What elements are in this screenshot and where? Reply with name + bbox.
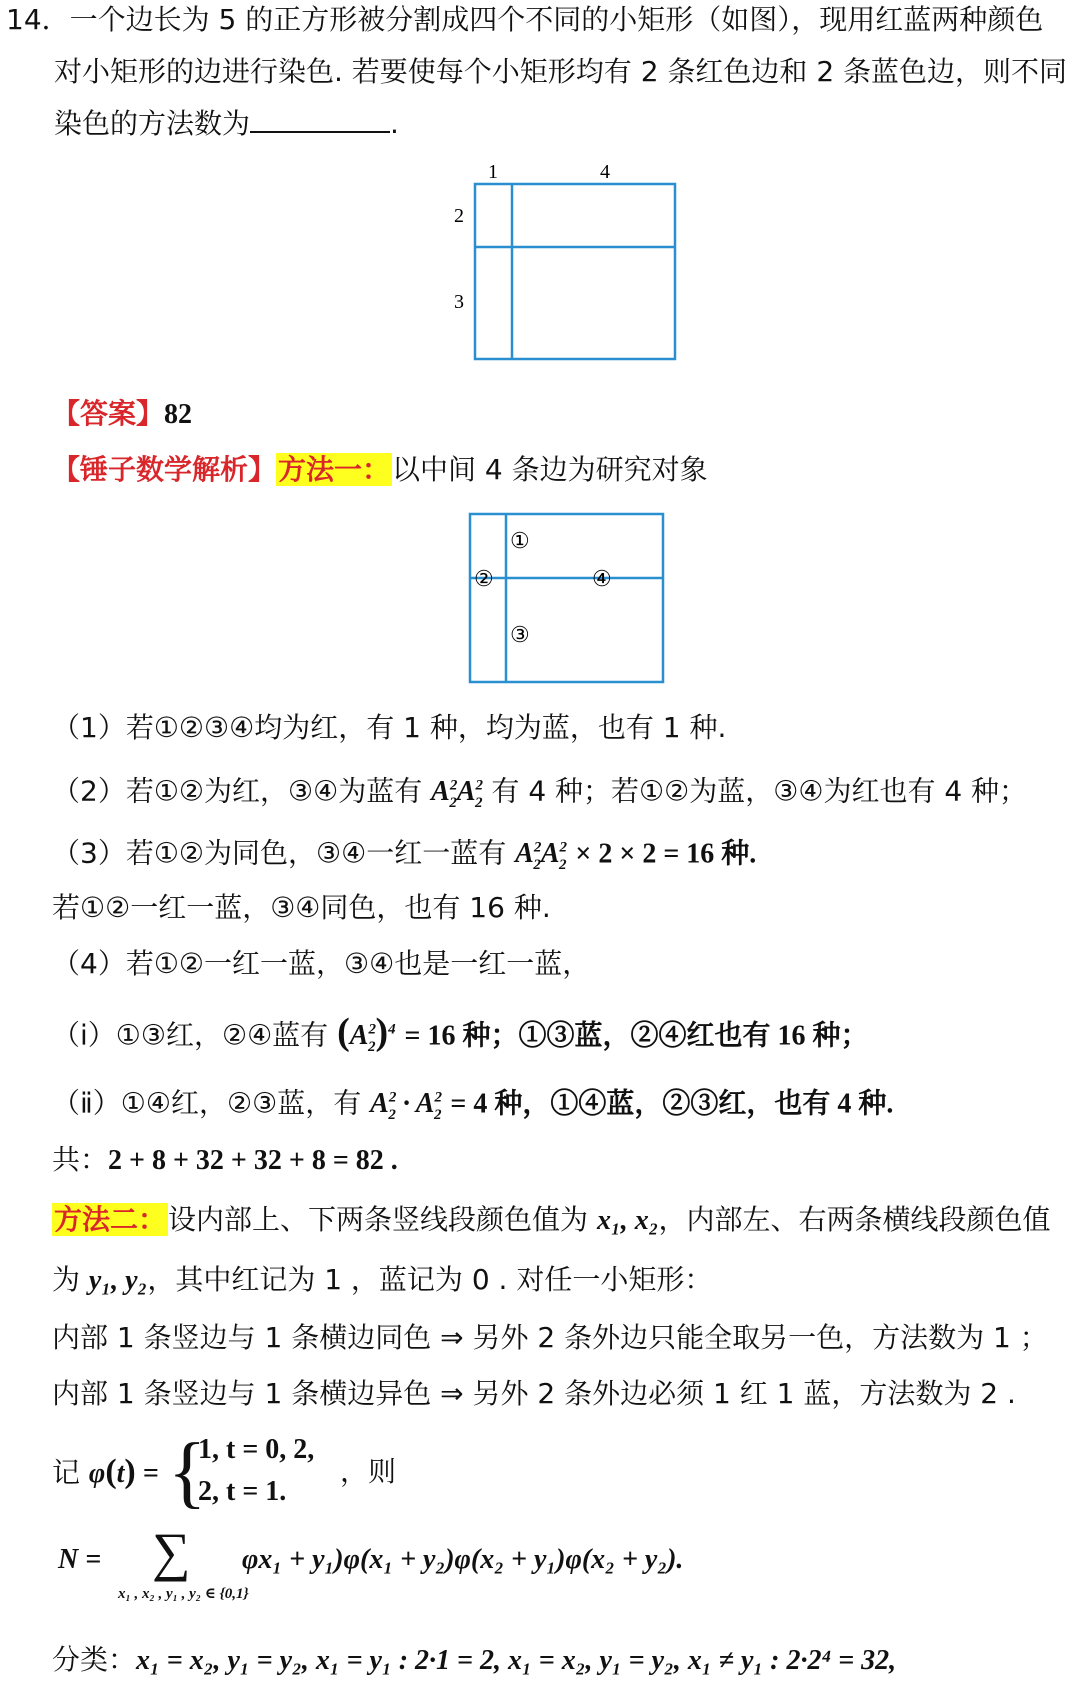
- method1-label: 方法一：: [278, 453, 391, 486]
- problem-line-3: 染色的方法数为 .: [54, 107, 399, 140]
- circle-3-label: ③: [510, 622, 530, 647]
- problem-line-1: [6, 0, 1043, 40]
- label-top-right: 4: [600, 161, 610, 183]
- classify-line: 分类：x₁ = x₂, y₁ = y₂, x₁ = y₁ : 2·1 = 2, x₁ = x₂, y₁ = y₂, x₁ ≠ y₁ : 2·2⁴ = 32,: [52, 1643, 897, 1676]
- method2-line-2: 为 y₁, y₂，其中红记为 1 ，蓝记为 0 . 对任一小矩形：: [52, 1263, 713, 1296]
- circle-1-label: ①: [510, 528, 530, 553]
- total-expression: 2 + 8 + 32 + 32 + 8 = 82 .: [108, 1145, 398, 1176]
- total-line: 共：2 + 8 + 32 + 32 + 8 = 82 .: [52, 1143, 398, 1176]
- problem-number: 14．: [6, 3, 70, 36]
- problem-line-2: 对小矩形的边进行染色. 若要使每个小矩形均有 2 条红色边和 2 条蓝色边，则不同: [54, 55, 1068, 88]
- phi-case-2: 2, t = 1.: [198, 1476, 287, 1507]
- phi-case-1: 1, t = 0, 2,: [198, 1434, 315, 1465]
- case-1: （1）若①②③④均为红，有 1 种，均为蓝，也有 1 种.: [52, 711, 727, 744]
- answer-label: 【答案】: [52, 397, 165, 430]
- case-3-continued: 若①②一红一蓝，③④同色，也有 16 种.: [52, 891, 551, 924]
- analysis-label: 【锤子数学解析】: [52, 453, 277, 486]
- label-left-bottom: 3: [454, 291, 464, 313]
- case-4: （4）若①②一红一蓝，③④也是一红一蓝，: [52, 947, 591, 980]
- method2-line-1: 方法二：设内部上、下两条竖线段颜色值为 x₁, x₂，内部左、右两条横线段颜色值: [54, 1203, 1051, 1236]
- label-top-left: 1: [488, 161, 498, 183]
- outer-square-2: [470, 514, 663, 682]
- answer-line: [52, 394, 192, 435]
- method2-line-3: 内部 1 条竖边与 1 条横边同色 ⇒ 另外 2 条外边只能全取另一色，方法数为 1 ；: [52, 1321, 1048, 1354]
- label-left-top: 2: [454, 205, 464, 227]
- phi-definition: 记 φ(t) =: [52, 1453, 159, 1490]
- n-equals: N =: [58, 1544, 102, 1575]
- classify-expression: x₁ = x₂, y₁ = y₂, x₁ = y₁ : 2·1 = 2, x₁ = x₂, y₁ = y₂, x₁ ≠ y₁ : 2·2⁴ = 32,: [136, 1645, 897, 1676]
- analysis-line: [52, 450, 708, 490]
- answer-blank: [250, 105, 390, 133]
- method2-line-4: 内部 1 条竖边与 1 条横边异色 ⇒ 另外 2 条外边必须 1 红 1 蓝，方法数为 2 .: [52, 1377, 1016, 1410]
- case-2: （2）若①②为红，③④为蓝有 $A^2_2A^2_2$ 有 4 种；若①②为蓝，③④为红也有 4 种；: [52, 774, 1028, 811]
- brace: {: [168, 1428, 207, 1516]
- answer-value: 82: [164, 399, 193, 430]
- method2-label: 方法二：: [54, 1203, 167, 1236]
- outer-square: [475, 184, 675, 359]
- method1-intro: 以中间 4 条边为研究对象: [392, 453, 708, 486]
- circle-4-label: ④: [592, 566, 612, 591]
- circle-2-label: ②: [474, 566, 494, 591]
- n-formula: φx₁ + y₁)φ(x₁ + y₂)φ(x₂ + y₁)φ(x₂ + y₂).: [242, 1544, 684, 1575]
- figure-square-partition: [420, 160, 680, 384]
- n-subscript: x₁ , x₂ , y₁ , y₂ ∈ {0,1}: [118, 1586, 249, 1602]
- problem-text-1: 一个边长为 5 的正方形被分割成四个不同的小矩形（如图），现用红蓝两种颜色: [69, 3, 1044, 36]
- case-4-i: （ⅰ）①③红，②④蓝有 $(A^2_2)^4 = 16$ 种；①③蓝，②④红也有 16 种；: [52, 1011, 869, 1055]
- case-4-ii: （ⅱ）①④红，②③蓝，有 $A^2_2 \cdot A^2_2 = 4$ 种，①④蓝，②③红，也有 4 种.: [52, 1086, 894, 1123]
- phi-then: ，则: [340, 1455, 397, 1488]
- case-3: （3）若①②为同色，③④一红一蓝有 $A^2_2A^2_2 \times 2 \times 2 = 16$ 种.: [52, 836, 757, 873]
- sigma-symbol: ∑: [152, 1522, 191, 1582]
- figure-edge-labels: [460, 508, 680, 692]
